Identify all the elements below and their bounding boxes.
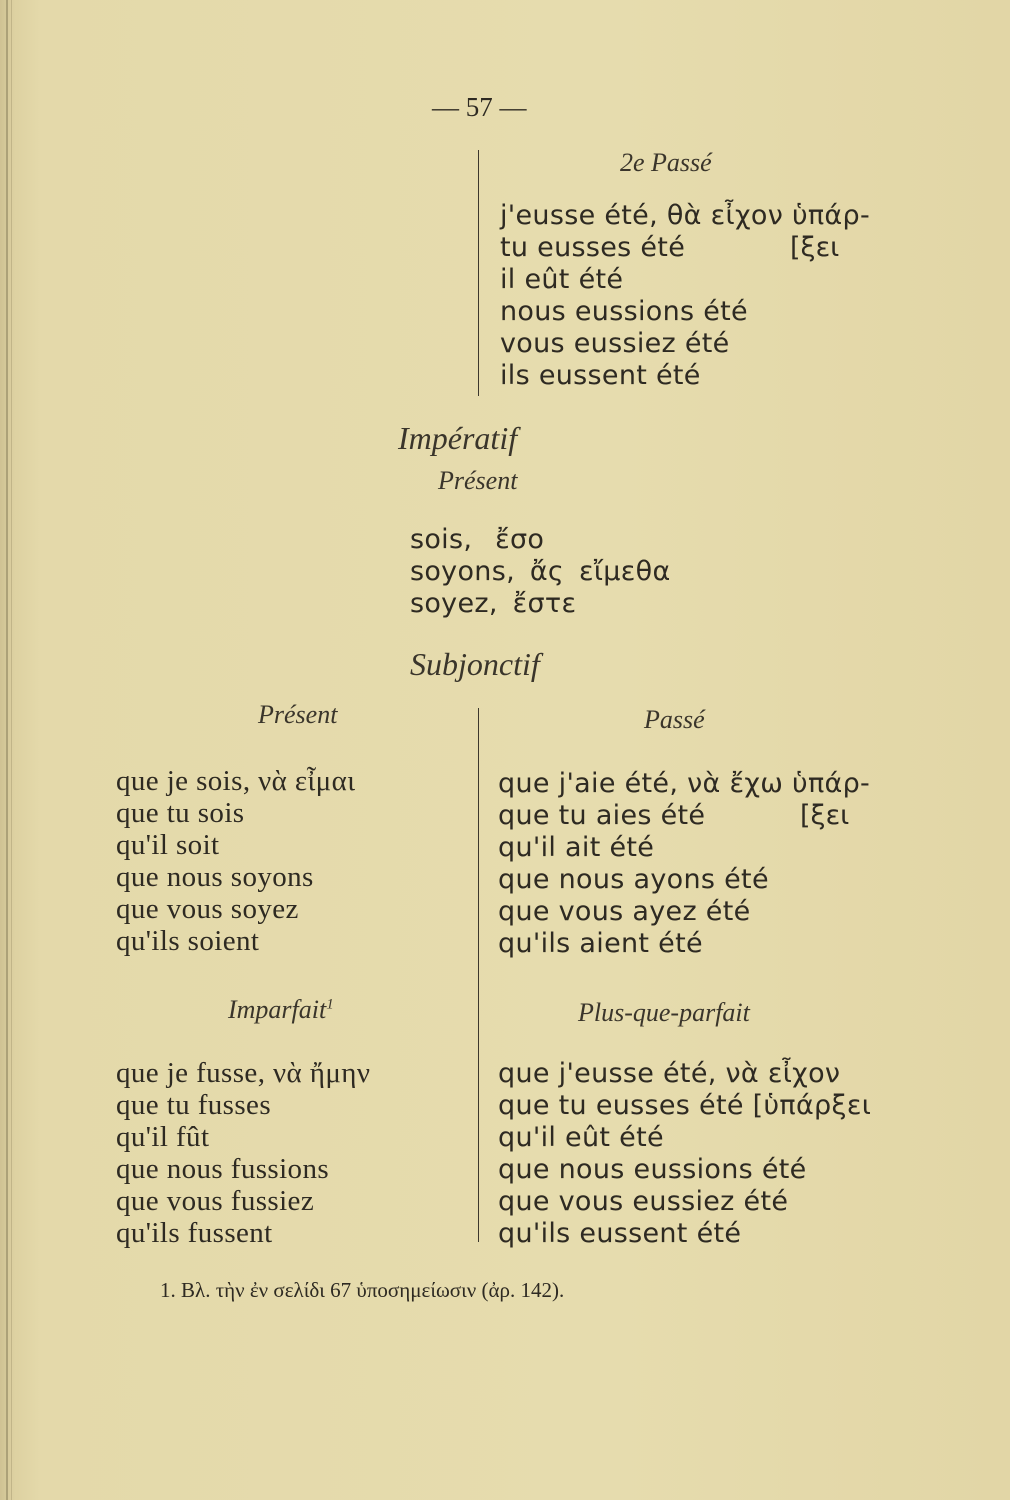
- list-item: qu'il fût: [116, 1121, 210, 1153]
- list-item: nous eussions été: [500, 296, 748, 327]
- subjonctif-passe-list: [498, 768, 870, 960]
- list-item: que j'aie été, νὰ ἔχω ὑπάρ-: [498, 768, 871, 799]
- list-item: j'eusse été, θὰ εἶχον ὑπάρ-: [500, 200, 871, 231]
- imperatif-list: [410, 524, 671, 620]
- imperatif-present-heading: Présent: [438, 466, 518, 495]
- list-item: soyons, ἄς εἴμεθα: [410, 556, 671, 587]
- second-passe-heading: 2e Passé: [620, 148, 712, 177]
- list-item: que vous ayez été: [498, 896, 751, 927]
- second-passe-list: [500, 200, 870, 392]
- list-item: qu'ils soient: [116, 925, 260, 957]
- list-item: il eût été: [500, 264, 624, 295]
- list-item: ils eussent été: [500, 360, 701, 391]
- subjonctif-imparfait-list: [116, 1057, 370, 1249]
- subjonctif-imparfait-heading: [228, 995, 334, 1025]
- list-item: qu'il soit: [116, 829, 220, 861]
- list-item: que tu fusses: [116, 1089, 272, 1121]
- list-item: que vous fussiez: [116, 1185, 315, 1217]
- list-item: qu'ils aient été: [498, 928, 703, 959]
- binding-edge-inner: [11, 0, 12, 1500]
- footnote: 1. Βλ. τὴν ἐν σελίδι 67 ὑποσημείωσιν (ἀρ. 142).: [160, 1278, 565, 1302]
- subjonctif-passe-continuation: [ξει: [800, 800, 850, 831]
- imperatif-heading: Impératif: [398, 420, 518, 456]
- page-number: — 57 —: [432, 92, 527, 122]
- list-item: que nous soyons: [116, 861, 314, 893]
- list-item: qu'ils fussent: [116, 1217, 273, 1249]
- list-item: qu'ils eussent été: [498, 1218, 742, 1249]
- list-item: vous eussiez été: [500, 328, 730, 359]
- list-item: tu eusses été: [500, 232, 686, 263]
- column-divider-top: [478, 150, 479, 396]
- list-item: soyez, ἔστε: [410, 588, 577, 619]
- column-divider-bottom: [478, 708, 479, 1242]
- imparfait-label: Imparfait: [228, 995, 327, 1024]
- list-item: qu'il eût été: [498, 1122, 664, 1153]
- list-item: que tu eusses été [ὑπάρξει: [498, 1090, 872, 1121]
- list-item: que vous eussiez été: [498, 1186, 789, 1217]
- list-item: que nous fussions: [116, 1153, 330, 1185]
- subjonctif-passe-heading: Passé: [644, 705, 705, 734]
- subjonctif-plus-que-parfait-list: [498, 1058, 871, 1250]
- subjonctif-present-heading: Présent: [258, 700, 338, 729]
- list-item: sois, ἔσο: [410, 524, 545, 555]
- list-item: qu'il ait été: [498, 832, 655, 863]
- subjonctif-present-list: [116, 765, 355, 957]
- list-item: que je sois, νὰ εἶμαι: [116, 765, 356, 797]
- list-item: que je fusse, νὰ ἤμην: [116, 1057, 371, 1089]
- list-item: que tu sois: [116, 797, 245, 829]
- list-item: que vous soyez: [116, 893, 299, 925]
- list-item: que j'eusse été, νὰ εἶχον: [498, 1058, 841, 1089]
- binding-edge: [6, 0, 8, 1500]
- list-item: que nous ayons été: [498, 864, 769, 895]
- subjonctif-heading: Subjonctif: [410, 646, 540, 682]
- subjonctif-plus-que-parfait-heading: Plus-que-parfait: [578, 998, 750, 1027]
- second-passe-continuation: [ξει: [790, 232, 840, 263]
- footnote-marker: 1: [326, 996, 334, 1013]
- list-item: que nous eussions été: [498, 1154, 807, 1185]
- list-item: que tu aies été: [498, 800, 706, 831]
